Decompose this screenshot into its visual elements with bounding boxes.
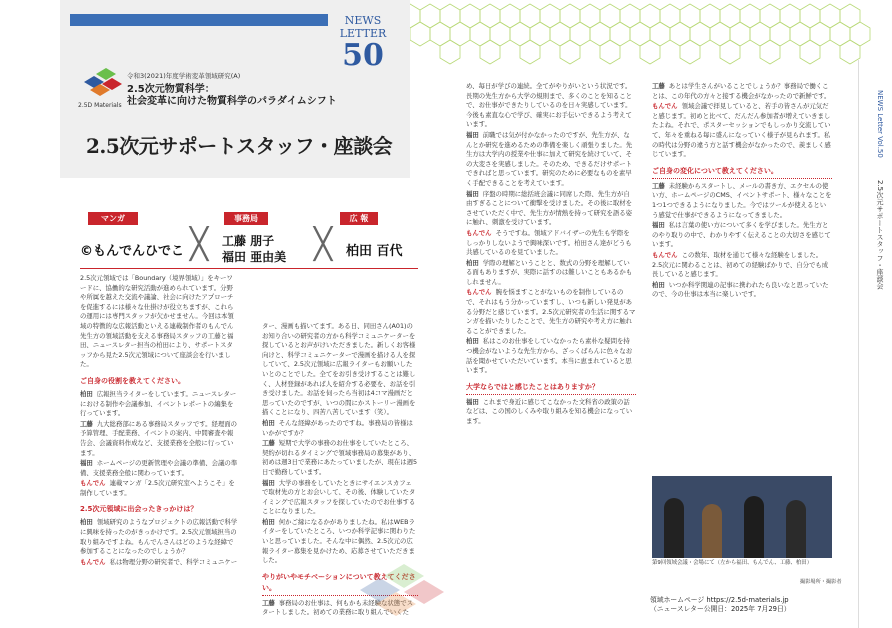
cross-mark-1: ╳ [190,227,209,262]
project-title-line-2: 社会変革に向けた物質科学のパラダイムシフト [127,96,337,107]
question-heading: ご自身の変化について教えてください。 [652,166,832,179]
intro-paragraph: 2.5次元領域では「Boundary（境界領域）」をキーワードに、協働的な研究活動が進められています。分野や所属を越えた交流や議論、社会に向けたアプローチを促進するには様々な仕掛けが役立ちますが、これらの運用には専門スタッフが欠かせません。今回は本領域の特徴的な広報活動といえる連載制作者のもんでん先生方の領域活動を支える事務局スタッフの工藤と福田、ニュースレター担当の柏田により、サポートスタッフから見た2.5次元領域について座談会を行いました。 [80,274,234,369]
manga-artist-name: ©もんでんひでこ [80,244,185,259]
header-top-bar [70,14,328,26]
speaker-name: 柏田 [80,389,93,398]
speaker-name: 工藤 [652,181,665,190]
speaker-name: 福田 [466,189,479,198]
speaker-name: 柏田 [262,517,275,526]
column-1 [80,274,238,624]
answer-paragraph: ター、漫画も描いてます。ある日、同田さん(A01)のお知り合いの研究者の方から科学コミュニケーターを探しているとお声がけいただきました。新しくお客様向けと、科学コミュニケーターで漫画を描ける人を探していて、2.5次元領域に広報ライターもお願いしたいとのことでした。全てをお引き受けすることは難しく、人材登録があれば人を紹介する必要を、お話を引き受けました。お話を伺ったら当初は4コマ漫画だと思っていたのですが、いつの間にかストーリー漫画を描くことになり、四苦八苦しています（笑）。 [262,322,416,417]
answer-text: 短期で大学の事務のお仕事をしていたところ、契約が切れるタイミングで領域事務局の募集があり、初めは週3日で業務にあたっていましたが、現在は週5日で勤務しています。 [262,439,418,476]
speaker-name: 福田 [652,221,665,230]
person-figure [664,498,684,558]
newsletter-badge [338,14,388,72]
tag-manga: マンガ [88,212,138,225]
answer-text: あとは学生さんがいることでしょうか？事務局で働くことは、この年代の方々と接する機会がなかったので新鮮です。 [652,82,831,100]
speaker-name: 工藤 [652,82,665,90]
answer-paragraph [652,82,832,101]
question-heading: 大学ならではと感じたことはありますか？ [466,382,636,395]
speaker-name: もんでん [652,102,678,111]
speaker-name: 柏田 [80,518,93,527]
answer-text: 学際の理解ということと、数式の分野を理解している面もありますが、実際に話すのは難しいこともあるかもしれません。 [466,258,633,286]
answer-paragraph [80,479,238,498]
answer-paragraph [80,459,238,478]
answer-paragraph [652,102,832,160]
pr-writer-name: 柏田 百代 [346,244,403,259]
page-title: 2.5次元サポートスタッフ・座談会 [86,134,393,158]
answer-paragraph [652,221,832,250]
answer-text: 私は言葉の使い方について多くを学びました。先生方とのやり取りの中で、わかりやすく伝えることの大切さを感じています。 [652,221,831,249]
answer-text: 私は物理分野の研究者で、科学コミュニケー [109,557,238,566]
newsletter-label-2: LETTER [339,27,387,40]
answer-text: そうですね。領域アドバイザーの先生も学際をしっかりしないようで興味深いです。柏田さん達がどうも共感しているのを見ていました。 [466,228,632,257]
speaker-name: 柏田 [466,337,479,346]
answer-paragraph [466,337,636,375]
project-title-line-1: 2.5次元物質科学： [127,84,215,95]
participants-divider [80,268,418,269]
answer-text: 腕を悩ますことがないものを制作しているので、それはもう分かっていますし、いつも新しい発見がある分野だと感じています。2.5次元研究者の生活に関するマンガを描いたりしたことで、先生方の研究や考え方に触れることができました。 [466,288,636,335]
answer-text: いつか科学関連の記事に携われたら良いなと思っていたので、今の仕事は本当に楽しいです。 [652,280,829,299]
answer-paragraph [262,479,418,517]
person-figure [702,504,722,558]
photo-caption: 第9回領域会議・会場にて（左から福田、もんでん、工藤、柏田） [652,560,813,566]
answer-text: 事務局のお仕事は、何もかも未経験な状態でスタートしました。初めての業務に取り組んでいくた [262,598,413,617]
sidebar-vertical-title: NEWS Letter Vol.50 [876,90,884,158]
answer-paragraph [652,182,832,220]
answer-paragraph [466,190,636,228]
speaker-name: もんでん [652,250,678,259]
answer-text: この数年、取材を通じて様々な経験をしました。2.5次元に関わることは、初めての経験ばかりで、自分でも成長していると感じます。 [652,250,829,279]
answer-paragraph [80,390,238,419]
question-heading: やりがいやモチベーションについて教えてください。 [262,572,418,596]
answer-paragraph [262,518,418,566]
answer-text: 未経験からスタートし、メールの書き方、エクセルの使い方、ホームページのCMS、イベントサポート、様々なことを1つ1つできるようになりました。今ではツールが使えるという感覚で仕事ができるようになってきました。 [652,181,832,219]
answer-text: ホームページの更新管理や会議の準備、会議の準備、支援業務全般に関わっています。 [80,459,238,477]
logo-caption: 2.5D Materials [78,102,122,109]
2-5d-materials-logo-icon [80,68,122,100]
answer-text: 連載マンガ「2.5次元研究室へようこそ」を制作しています。 [80,479,235,497]
speaker-name: 工藤 [262,439,275,448]
speaker-name: 福田 [80,459,93,468]
person-figure [786,500,806,558]
tag-office: 事務局 [224,212,268,225]
answer-paragraph [466,398,636,427]
answer-text: これまで身近に感じてこなかった文科省の政策の話などは、この国のしくみや取り組みを知る機会になっています。 [466,397,633,425]
newsletter-label-1: NEWS [344,14,382,27]
answer-paragraph [466,131,636,189]
homepage-link[interactable]: 領域ホームページ https://2.5d-materials.jp [650,596,789,604]
photo-credit: 撮影場所・撮影者 [800,579,842,585]
answer-paragraph: め、毎日が学びの連続。全てがやりがいという状況です。長期の先生方から大学の規則まで、多くのことを知ることで、お仕事ができたりしているのを日々実感しています。今後も素直な心で学び、確実にお手伝いできるよう考えています。 [466,82,633,129]
answer-text: 領域研究のようなプロジェクトの広報活動で科学に興味を持ったのがきっかけです。2.5次元領域担当の取り組みですよね。もんでんさんはどのような経緯で参加することになったのでしょうか？ [80,518,238,556]
speaker-name: もんでん [466,228,492,237]
speaker-name: 柏田 [262,418,275,427]
footer-info [650,596,791,614]
issue-number: 50 [342,38,384,73]
answer-text: 何かご縁になるかがありましたね。私はWEBライターをしていたところ、いつか科学記事に関わりたいと思っていました。そんな中に偶然、2.5次元の広報ライター募集を見かけため、応募させていただきました。 [262,517,416,565]
answer-text: 広報担当ライターをしています。ニュースレターにおける制作や会議参加、イベントレポートの編集を行っています。 [80,389,237,418]
answer-paragraph [466,259,636,288]
speaker-name: 福田 [466,397,479,406]
hexagon-pattern [380,0,880,80]
project-code: 令和3(2021)年度学術変革領域研究(A) [127,72,241,80]
answer-text: 領域会議で拝見していると、若手の皆さんが元気だと感じます。初めと比べて、だんだん参加者が増えていきましたよね。それで、ポスターセッションでもしっかり交流していて、年々を重ねる毎に盛んになっていく様子が見られます。私の時代は分野の違う方と話す機会がなかったので、羨ましく感じています。 [652,102,831,159]
speaker-name: もんでん [466,288,492,297]
answer-paragraph [652,281,832,300]
answer-paragraph [652,251,832,280]
tag-pr: 広 報 [340,212,378,225]
watermark-logo-icon [340,560,480,628]
column-4 [652,82,832,474]
speaker-name: 柏田 [652,280,665,289]
office-staff-name-2: 福田 亜由美 [222,250,287,264]
answer-text: そんな経緯があったのですね。事務局の皆様はいかがですか？ [262,418,413,437]
answer-paragraph [80,420,238,458]
office-staff-name-1: 工藤 朋子 [222,234,275,248]
answer-paragraph [466,229,636,258]
speaker-name: 工藤 [80,419,93,428]
group-photo [652,476,832,558]
answer-paragraph [80,558,238,568]
answer-text: 前職では気が付かなかったのですが、先生方が、なんとか研究を進めるための準備を楽しく頑張りました。先生方は大学内の授業や仕事に加えて研究を続けていて、その大変さを実感しました。そのため、できるだけサポートできればと思っています。研究のために必要なものを素早く手配できることを考えています。 [466,130,633,187]
publish-date: （ニュースレター公開日：2025年 7月29日） [650,605,791,613]
cross-mark-2: ╳ [314,227,333,262]
speaker-name: 工藤 [262,598,275,607]
answer-text: 序盤の時期に総括班会議に同席した際、先生方が自由すぎることについて衝撃を受けました。その後に取材をさせていただく中で、先生方が情熱を持って研究を語る姿に触れ、刺激を受けています。 [466,189,633,227]
answer-text: 九大総務部にある事務局スタッフです。経理面の予算管理、手配業務、イベントの案内、中間審査や報告会、会議資料作成など、支援業務を全般に行っています。 [80,419,238,457]
answer-paragraph [262,439,418,477]
answer-text: 私はこのお仕事をしていなかったら素朴な疑問を持つ機会がないような先生方から、ざっくばらんに色々なお話を聞かせていただいています。本当に恵まれていると思います。 [466,337,633,375]
sidebar-vertical-subtitle: 2.5次元サポートスタッフ・座談会 [876,180,884,290]
speaker-name: 福田 [466,130,479,139]
question-heading: ご自身の役割を教えてください。 [80,376,185,385]
answer-paragraph [466,288,636,336]
speaker-name: 福田 [262,478,275,487]
speaker-name: もんでん [80,479,106,488]
answer-paragraph [80,518,238,556]
answer-paragraph [262,419,418,438]
answer-text: 大学の事務をしていたときにサイエンスカフェで取材先の方とお会いして、その後、体験していたタイミングで広報スタッフを探していたのでお仕事することになりました。 [262,478,416,516]
speaker-name: もんでん [80,557,106,566]
speaker-name: 柏田 [466,258,479,267]
column-3 [466,82,636,624]
question-heading: 2.5次元領域に出会ったきっかけは？ [80,505,198,514]
person-figure [744,496,764,558]
